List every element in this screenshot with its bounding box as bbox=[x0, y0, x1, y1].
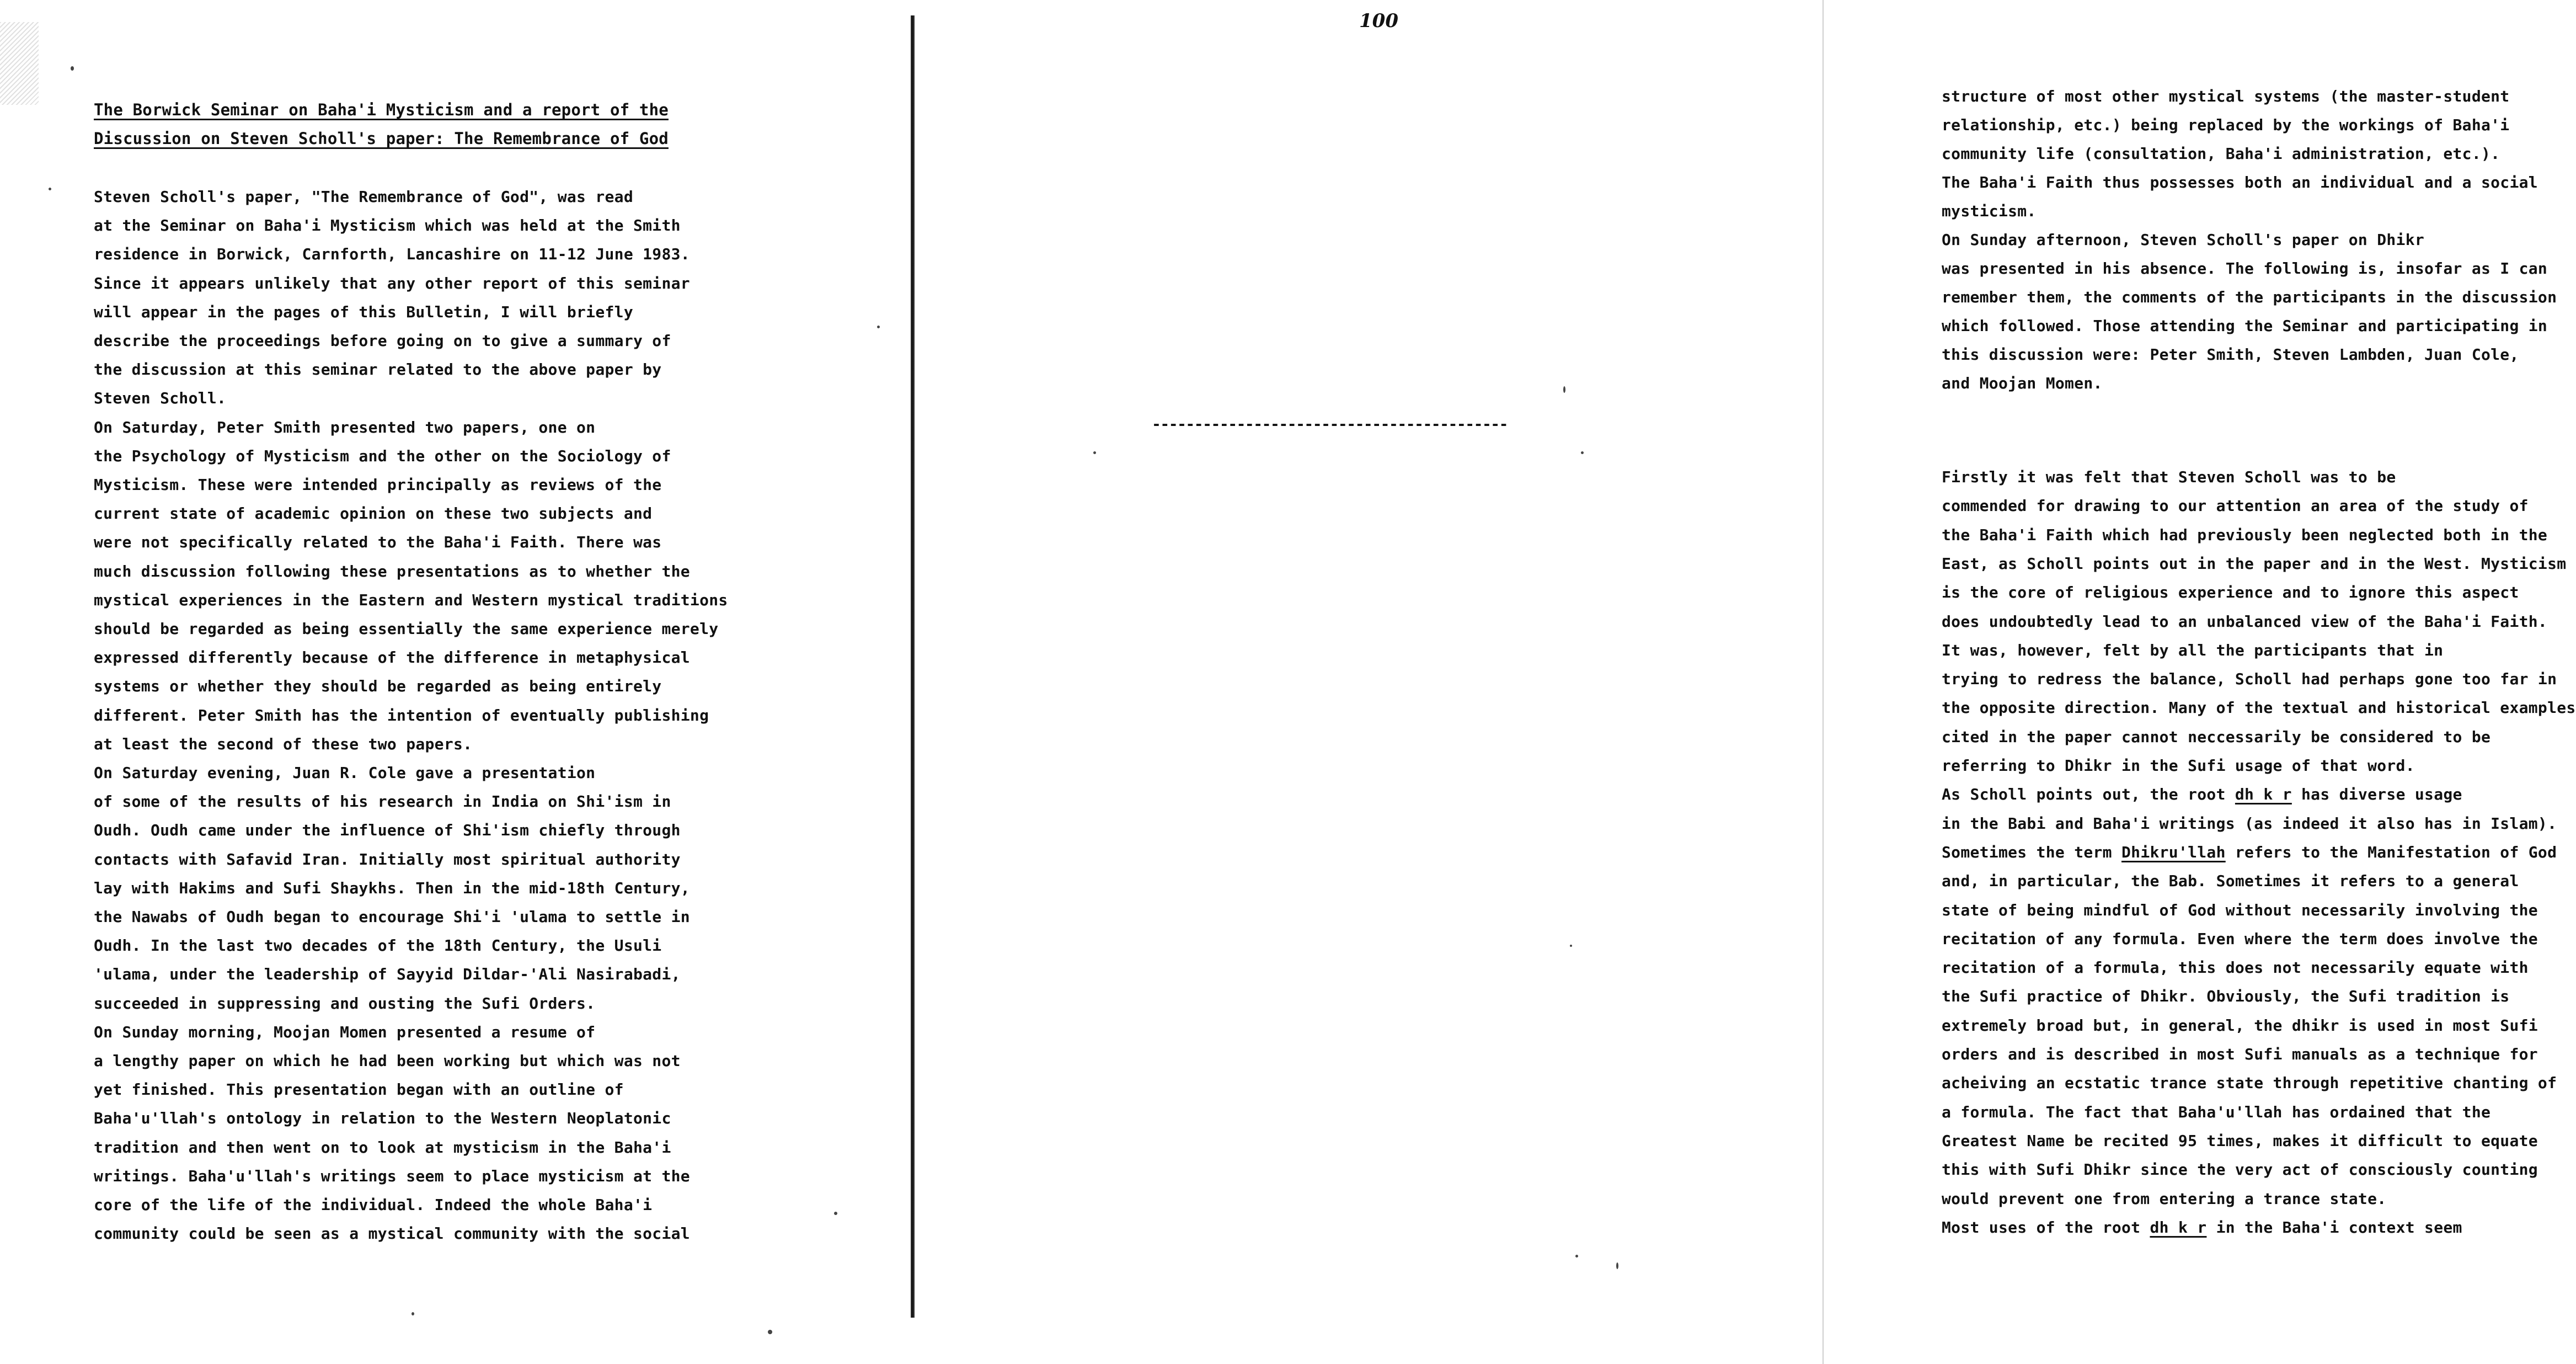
text-line: and, in particular, the Bab. Sometimes it refers to a general bbox=[1942, 872, 2519, 890]
text-line: recitation of any formula. Even where the term does involve the bbox=[1942, 930, 2538, 948]
text-line: The Baha'i Faith thus possesses both an individual and a social bbox=[1942, 173, 2538, 191]
text-line: residence in Borwick, Carnforth, Lancashire on 11-12 June 1983. bbox=[94, 245, 690, 263]
text-line: contacts with Safavid Iran. Initially most spiritual authority bbox=[94, 850, 681, 869]
text-line: recitation of a formula, this does not necessarily equate with bbox=[1942, 958, 2529, 977]
text-line: Oudh. Oudh came under the influence of Shi'ism chiefly through bbox=[94, 821, 681, 839]
text-line: at least the second of these two papers. bbox=[94, 735, 473, 753]
section-separator: ------------------------------------------ bbox=[1152, 415, 1508, 433]
text-line: tradition and then went on to look at mysticism in the Baha'i bbox=[94, 1138, 671, 1157]
text-line: should be regarded as being essentially the same experience merely bbox=[94, 620, 719, 638]
text-line: extremely broad but, in general, the dhikr is used in most Sufi bbox=[1942, 1016, 2538, 1035]
text-line: yet finished. This presentation began with an outline of bbox=[94, 1080, 624, 1099]
left-page bbox=[0, 0, 916, 1364]
text-line: commended for drawing to our attention an area of the study of bbox=[1942, 497, 2529, 515]
text-line: succeeded in suppressing and ousting the Sufi Orders. bbox=[94, 994, 596, 1013]
text-line: core of the life of the individual. Indeed the whole Baha'i bbox=[94, 1196, 653, 1214]
text-line: acheiving an ecstatic trance state through repetitive chanting of bbox=[1942, 1074, 2557, 1092]
text-line: structure of most other mystical systems (the master-student bbox=[1942, 87, 2510, 105]
text-line: On Sunday afternoon, Steven Scholl's paper on Dhikr bbox=[1942, 231, 2425, 249]
text-line: will appear in the pages of this Bulletin, I will briefly bbox=[94, 303, 633, 321]
text-line: writings. Baha'u'llah's writings seem to place mysticism at the bbox=[94, 1167, 690, 1185]
text-line: different. Peter Smith has the intention of eventually publishing bbox=[94, 706, 709, 724]
scan-speck bbox=[768, 1330, 772, 1334]
text-line: It was, however, felt by all the participants that in bbox=[1942, 641, 2444, 659]
text-line: a formula. The fact that Baha'u'llah has ordained that the bbox=[1942, 1103, 2491, 1121]
text-line: would prevent one from entering a trance state. bbox=[1942, 1190, 2387, 1208]
text-line: relationship, etc.) being replaced by the workings of Baha'i bbox=[1942, 116, 2510, 134]
text-line: lay with Hakims and Sufi Shaykhs. Then in the mid-18th Century, bbox=[94, 879, 690, 897]
scan-speck bbox=[1570, 945, 1572, 947]
text-line: the Sufi practice of Dhikr. Obviously, the Sufi tradition is bbox=[1942, 987, 2510, 1005]
text-line: Steven Scholl. bbox=[94, 389, 227, 407]
title-line: The Borwick Seminar on Baha'i Mysticism and a report of the bbox=[94, 100, 669, 119]
gutter-binding-line bbox=[911, 15, 915, 1318]
text-line: referring to Dhikr in the Sufi usage of that word. bbox=[1942, 756, 2415, 775]
scan-speck bbox=[1575, 1255, 1578, 1258]
scan-speck bbox=[834, 1212, 837, 1215]
text-line: a lengthy paper on which he had been working but which was not bbox=[94, 1052, 681, 1070]
text-line: systems or whether they should be regarded as being entirely bbox=[94, 677, 662, 695]
text-line: community could be seen as a mystical community with the social bbox=[94, 1224, 690, 1243]
text-line: Most uses of the root dh k r in the Baha'i context seem bbox=[1942, 1218, 2462, 1237]
text-line: On Saturday, Peter Smith presented two papers, one on bbox=[94, 418, 596, 436]
text-line: expressed differently because of the difference in metaphysical bbox=[94, 648, 690, 667]
scan-speck bbox=[877, 326, 880, 328]
text-line: Steven Scholl's paper, "The Remembrance of God", was read bbox=[94, 188, 633, 206]
text-line: community life (consultation, Baha'i administration, etc.). bbox=[1942, 145, 2500, 163]
text-line: the discussion at this seminar related to the above paper by bbox=[94, 360, 662, 379]
right-page bbox=[916, 0, 2576, 1364]
text-line: remember them, the comments of the participants in the discussion bbox=[1942, 288, 2557, 306]
text-line: the Baha'i Faith which had previously been neglected both in the bbox=[1942, 526, 2548, 544]
scan-speck bbox=[1563, 386, 1565, 393]
scan-speck bbox=[1093, 451, 1096, 454]
text-line: were not specifically related to the Baha'i Faith. There was bbox=[94, 533, 662, 551]
text-line: of some of the results of his research in India on Shi'ism in bbox=[94, 792, 671, 811]
text-line: On Saturday evening, Juan R. Cole gave a presentation bbox=[94, 764, 596, 782]
text-line: state of being mindful of God without necessarily involving the bbox=[1942, 901, 2538, 919]
text-line: in the Babi and Baha'i writings (as indeed it also has in Islam). bbox=[1942, 814, 2557, 833]
text-line: at the Seminar on Baha'i Mysticism which was held at the Smith bbox=[94, 216, 681, 235]
text-line: trying to redress the balance, Scholl had perhaps gone too far in bbox=[1942, 670, 2557, 688]
text-line: which followed. Those attending the Seminar and participating in bbox=[1942, 317, 2548, 335]
scan-speck bbox=[411, 1312, 414, 1315]
text-line: On Sunday morning, Moojan Momen presented a resume of bbox=[94, 1023, 596, 1041]
page-number: 100 bbox=[1359, 10, 1398, 32]
text-line: much discussion following these presentations as to whether the bbox=[94, 562, 690, 580]
title-line: Discussion on Steven Scholl's paper: The Remembrance of God bbox=[94, 129, 669, 148]
text-line: 'ulama, under the leadership of Sayyid Dildar-'Ali Nasirabadi, bbox=[94, 965, 681, 983]
text-line: this with Sufi Dhikr since the very act of consciously counting bbox=[1942, 1160, 2538, 1179]
text-line: this discussion were: Peter Smith, Steven Lambden, Juan Cole, bbox=[1942, 345, 2519, 364]
text-line: describe the proceedings before going on to give a summary of bbox=[94, 332, 671, 350]
text-line: and Moojan Momen. bbox=[1942, 374, 2103, 392]
text-line: the Psychology of Mysticism and the other on the Sociology of bbox=[94, 447, 671, 465]
text-line: Greatest Name be recited 95 times, makes it difficult to equate bbox=[1942, 1132, 2538, 1150]
scan-speck bbox=[1581, 451, 1584, 454]
text-line: does undoubtedly lead to an unbalanced view of the Baha'i Faith. bbox=[1942, 612, 2548, 631]
text-line: Oudh. In the last two decades of the 18th Century, the Usuli bbox=[94, 936, 662, 955]
text-line: was presented in his absence. The following is, insofar as I can bbox=[1942, 259, 2548, 278]
text-line: the Nawabs of Oudh began to encourage Shi'i 'ulama to settle in bbox=[94, 908, 690, 926]
page-edge bbox=[1823, 0, 1824, 1364]
underlined-term: dh k r bbox=[2235, 785, 2292, 803]
text-line: Baha'u'llah's ontology in relation to the Western Neoplatonic bbox=[94, 1109, 671, 1127]
text-line: current state of academic opinion on these two subjects and bbox=[94, 504, 653, 523]
scan-speck bbox=[49, 188, 51, 190]
underlined-term: dh k r bbox=[2150, 1218, 2207, 1237]
text-line: East, as Scholl points out in the paper and in the West. Mysticism bbox=[1942, 555, 2567, 573]
text-line: Mysticism. These were intended principally as reviews of the bbox=[94, 476, 662, 494]
text-line: mysticism. bbox=[1942, 202, 2037, 220]
underlined-term: Dhikru'llah bbox=[2121, 843, 2226, 861]
scan-speck bbox=[71, 66, 74, 71]
text-line: mystical experiences in the Eastern and Western mystical traditions bbox=[94, 591, 728, 609]
text-line: Sometimes the term Dhikru'llah refers to the Manifestation of God bbox=[1942, 843, 2557, 861]
text-line: cited in the paper cannot neccessarily be considered to be bbox=[1942, 728, 2491, 746]
scan-speck bbox=[1616, 1262, 1618, 1269]
text-line: is the core of religious experience and to ignore this aspect bbox=[1942, 583, 2519, 601]
text-line: the opposite direction. Many of the textual and historical examples bbox=[1942, 699, 2576, 717]
text-line: As Scholl points out, the root dh k r has diverse usage bbox=[1942, 785, 2462, 803]
text-line: Firstly it was felt that Steven Scholl was to be bbox=[1942, 468, 2396, 486]
text-line: orders and is described in most Sufi manuals as a technique for bbox=[1942, 1045, 2538, 1063]
text-line: Since it appears unlikely that any other report of this seminar bbox=[94, 274, 690, 292]
